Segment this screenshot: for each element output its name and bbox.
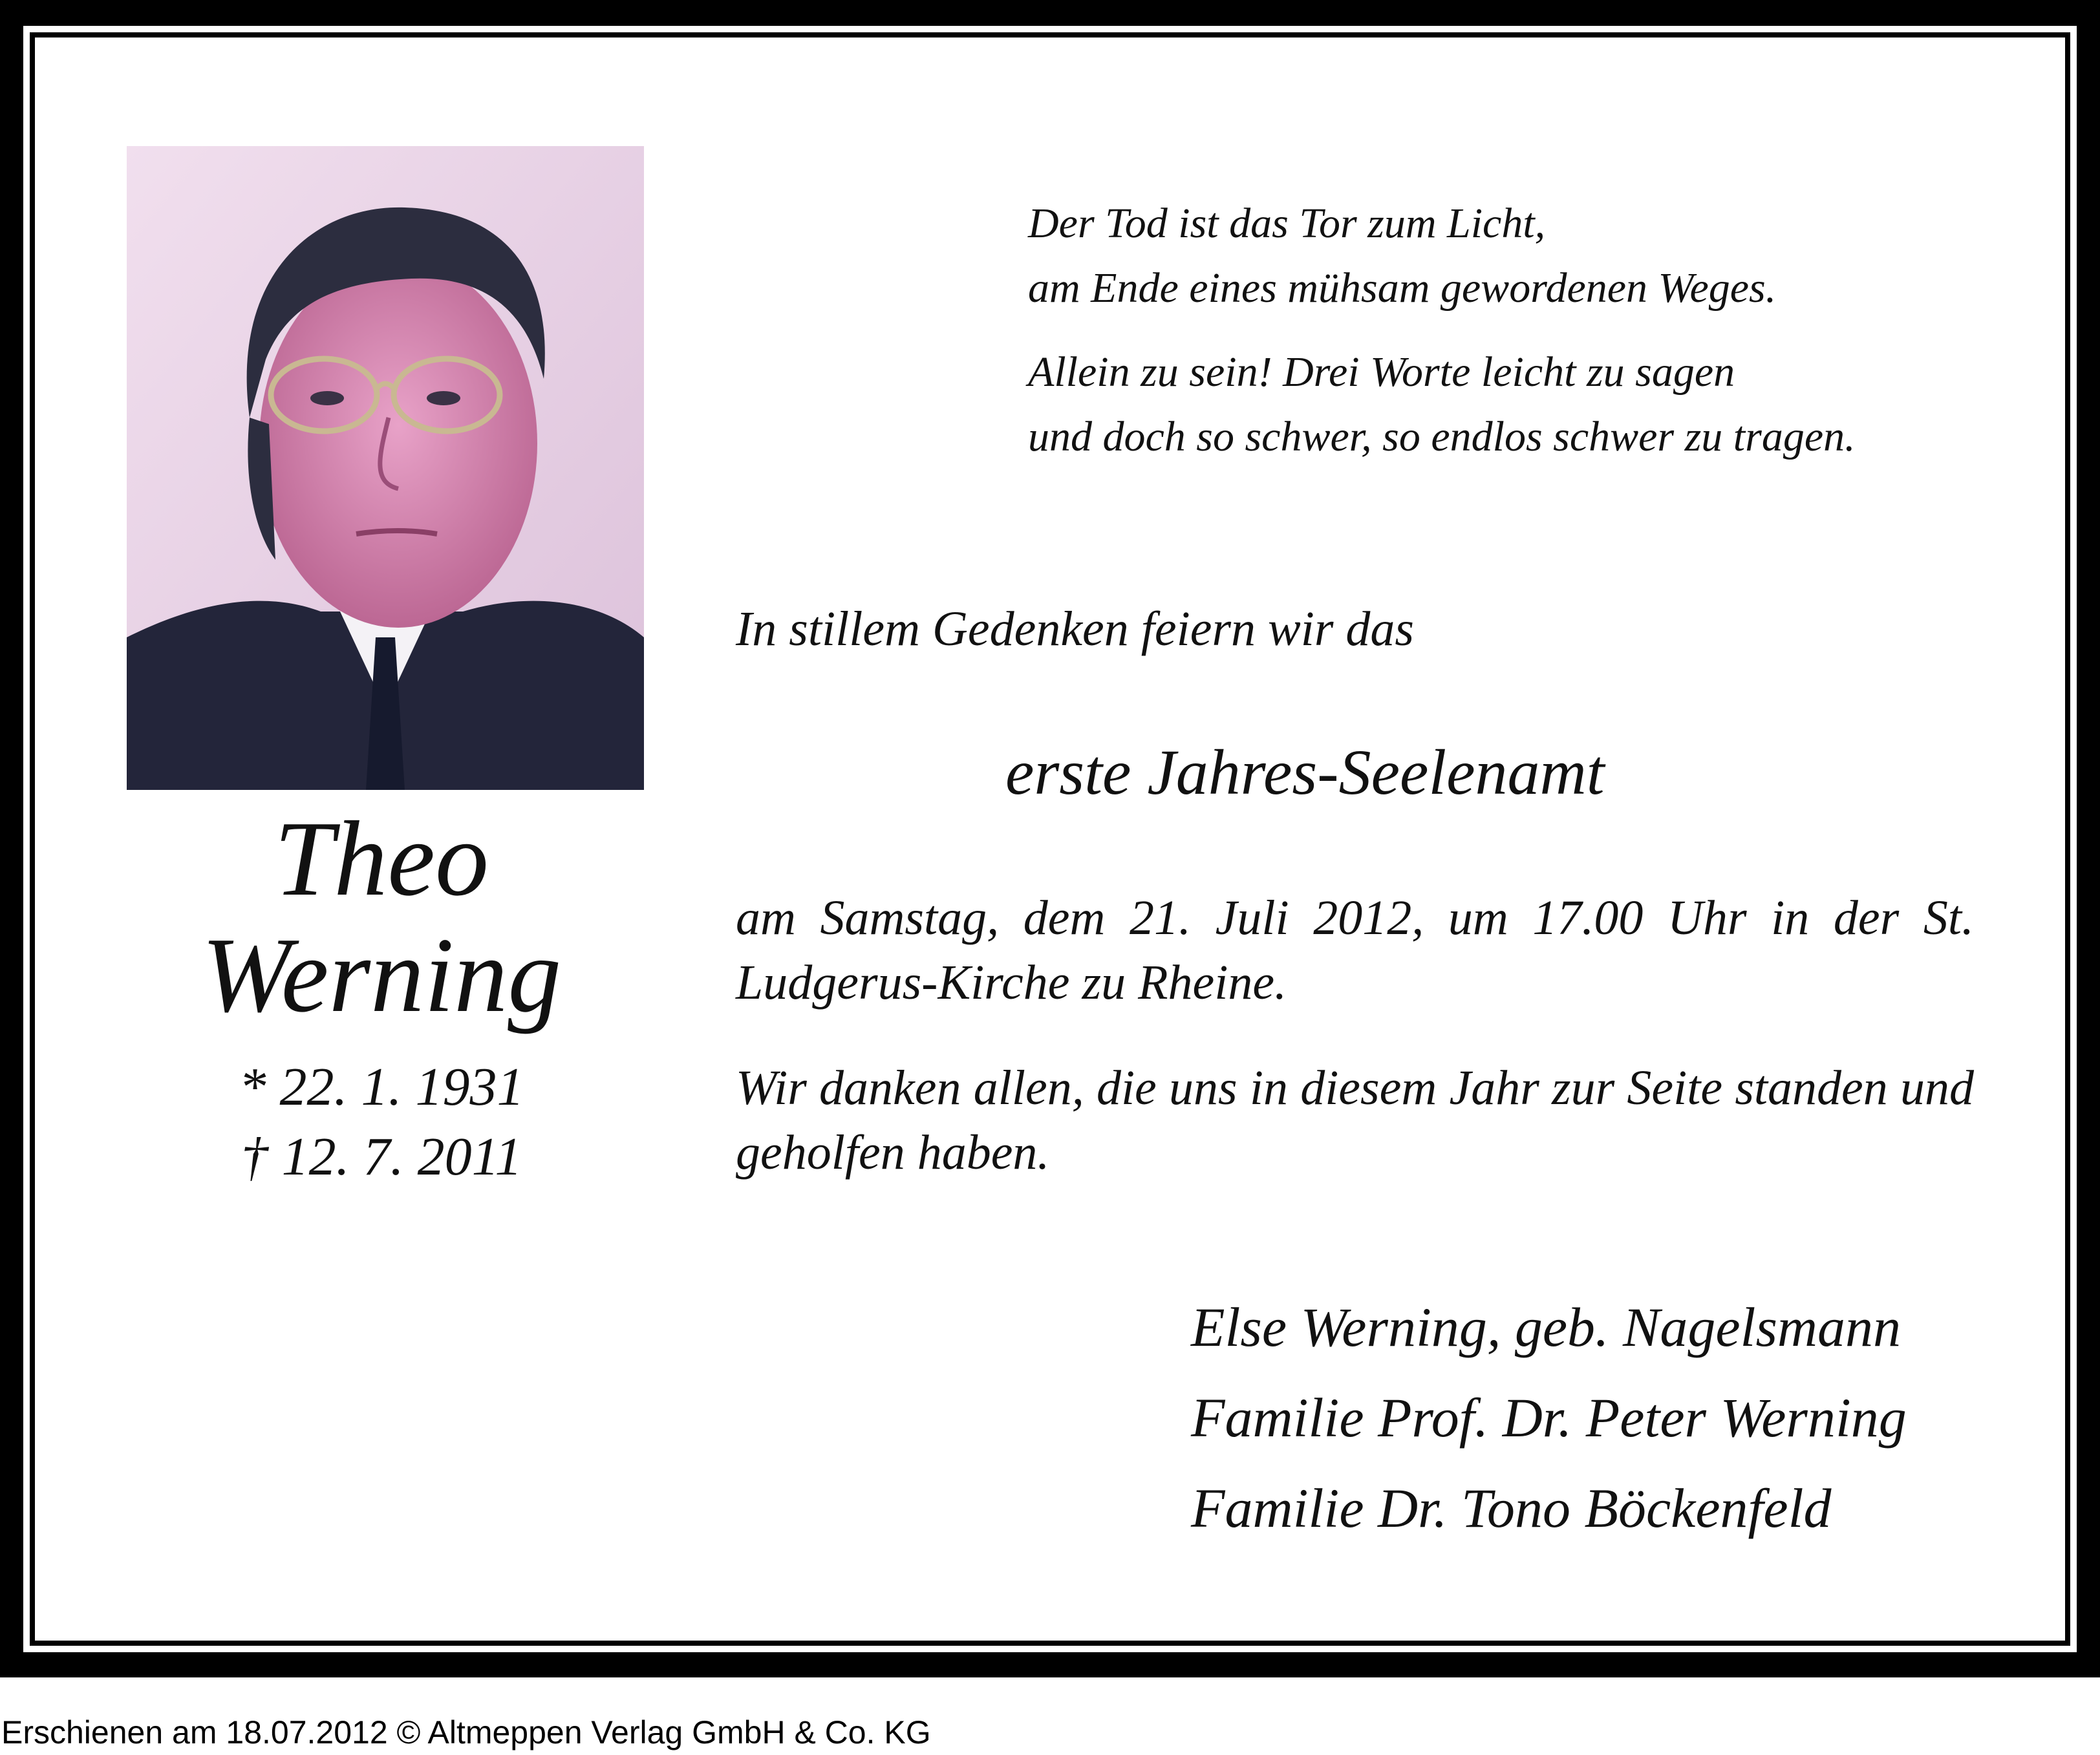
death-date: † 12. 7. 2011 — [241, 1127, 522, 1187]
verse-line: am Ende eines mühsam gewordenen Weges. — [1028, 264, 1777, 312]
memorial-intro: In stillem Gedenken feiern wir das — [736, 602, 1415, 656]
verse-line: Der Tod ist das Tor zum Licht, — [1028, 200, 1546, 247]
deceased-last-name: Werning — [201, 915, 562, 1034]
signatory: Else Werning, geb. Nagelsmann — [1191, 1296, 1902, 1358]
signatory: Familie Prof. Dr. Peter Werning — [1191, 1387, 1907, 1449]
signatory: Familie Dr. Tono Böckenfeld — [1191, 1477, 1832, 1539]
portrait-icon — [127, 146, 644, 790]
portrait-photo — [127, 146, 644, 790]
thanks-text: Wir danken allen, die uns in diesem Jahr zur Seite standen und geholfen haben. — [736, 1061, 1974, 1180]
verse-line: Allein zu sein! Drei Worte leicht zu sagen — [1028, 348, 1735, 396]
deceased-first-name: Theo — [274, 799, 489, 918]
publication-footer: Erschienen am 18.07.2012 © Altmeppen Verlag GmbH & Co. KG — [1, 1714, 931, 1750]
service-details: am Samstag, dem 21. Juli 2012, um 17.00 Uhr in der St. Ludgerus-Kirche zu Rheine. — [736, 891, 1974, 1010]
memorial-headline: erste Jahres-Seelenamt — [1005, 736, 1605, 808]
birth-date: * 22. 1. 1931 — [239, 1057, 524, 1117]
verse-line: und doch so schwer, so endlos schwer zu tragen. — [1028, 413, 1856, 460]
